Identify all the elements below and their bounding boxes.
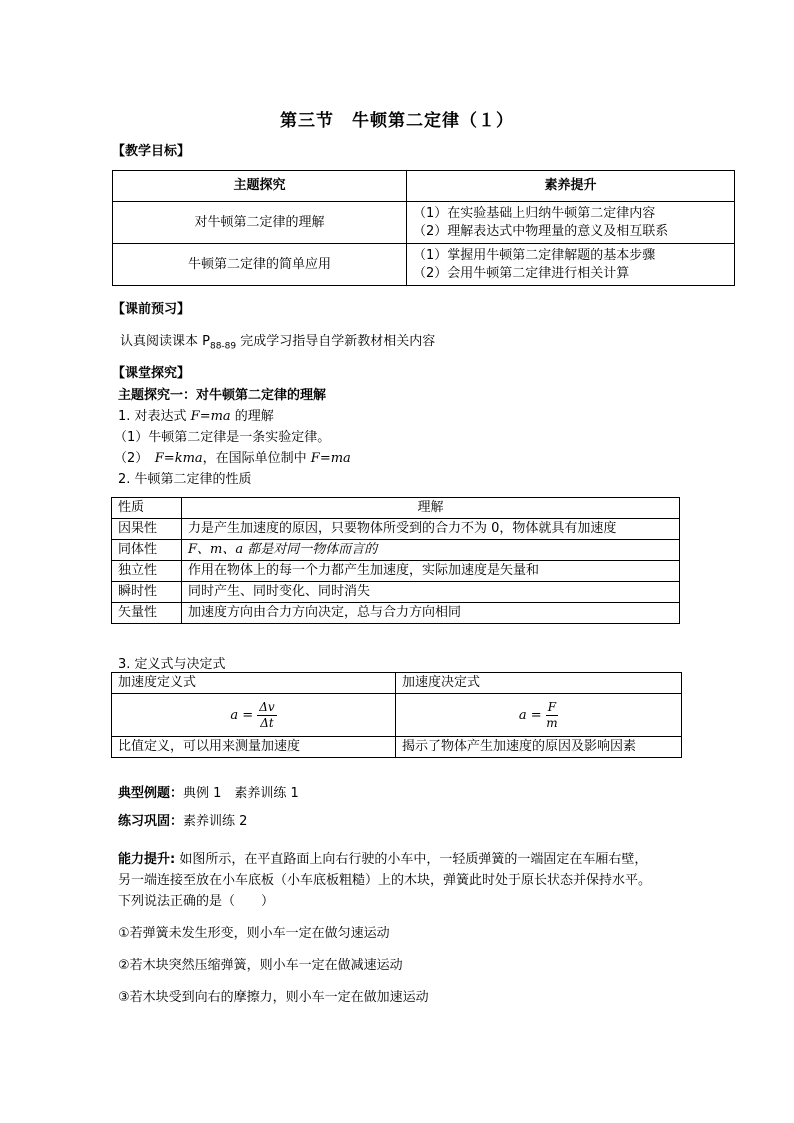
property-table (111, 497, 680, 624)
decision-note: 揭示了物体产生加速度的原因及影响因素 (396, 737, 682, 758)
property-header-meaning: 理解 (182, 498, 680, 519)
property-name: 同体性 (112, 540, 182, 561)
definition-header: 加速度定义式 (112, 673, 396, 694)
goals-item: （2）理解表达式中物理量的意义及相互联系 (413, 223, 669, 239)
item-1-2: （2） F=kma，在国际单位制中 F=ma (114, 451, 351, 466)
goals-header-literacy: 素养提升 (407, 171, 735, 202)
definition-table (111, 672, 682, 758)
preview-text: 认真阅读课本 $P_{88-89}$ 完成学习指导自学新教材相关内容 (120, 334, 436, 352)
item-1: 1. 对表达式 F=ma 的理解 (118, 409, 274, 424)
goals-item: （2）会用牛顿第二定律进行相关计算 (413, 265, 630, 281)
property-name: 独立性 (112, 561, 182, 582)
property-meaning: 力是产生加速度的原因，只要物体所受到的合力不为 0，物体就具有加速度 (182, 519, 680, 540)
goals-items-1 (407, 202, 735, 244)
definition-note: 比值定义，可以用来测量加速度 (112, 737, 396, 758)
property-name: 瞬时性 (112, 582, 182, 603)
option-3: ③若木块受到向右的摩擦力，则小车一定在做加速运动 (118, 990, 429, 1005)
item-2: 2. 牛顿第二定律的性质 (118, 472, 252, 487)
goals-item: （1）在实验基础上归纳牛顿第二定律内容 (413, 205, 656, 221)
page-title: 第三节 牛顿第二定律（１） (280, 111, 514, 131)
option-1: ①若弹簧未发生形变，则小车一定在做匀速运动 (118, 926, 390, 941)
example-line: 典型例题：典例 1 素养训练 1 (118, 786, 299, 801)
preview-heading: 【课前预习】 (112, 302, 191, 317)
goals-topic-2: 牛顿第二定律的简单应用 (113, 244, 407, 286)
topic1-heading: 主题探究一：对牛顿第二定律的理解 (118, 388, 327, 403)
decision-header: 加速度决定式 (396, 673, 682, 694)
goals-table (112, 170, 735, 286)
goals-items-2 (407, 244, 735, 286)
property-meaning: 作用在物体上的每一个力都产生加速度，实际加速度是矢量和 (182, 561, 680, 582)
property-header-name: 性质 (112, 498, 182, 519)
class-heading: 【课堂探究】 (112, 366, 191, 381)
goals-item: （1）掌握用牛顿第二定律解题的基本步骤 (413, 247, 656, 263)
goals-heading: 【教学目标】 (112, 144, 191, 159)
item-3: 3. 定义式与决定式 (118, 657, 226, 672)
ability-line-1: 能力提升: 如图所示，在平直路面上向右行驶的小车中，一轻质弹簧的一端固定在车厢右壁， (118, 852, 648, 867)
property-name: 因果性 (112, 519, 182, 540)
item-1-1: （1）牛顿第二定律是一条实验定律。 (114, 430, 331, 445)
property-meaning: 加速度方向由合力方向决定，总与合力方向相同 (182, 603, 680, 624)
option-2: ②若木块突然压缩弹簧，则小车一定在做减速运动 (118, 958, 403, 973)
ability-line-2: 另一端连接至放在小车底板（小车底板粗糙）上的木块，弹簧此时处于原长状态并保持水平。 (118, 873, 652, 888)
property-meaning: 同时产生、同时变化、同时消失 (182, 582, 680, 603)
definition-formula: a = $\frac{\Delta v}{\Delta t}$ (112, 694, 396, 737)
property-meaning: F、m、a 都是对同一物体而言的 (182, 540, 680, 561)
ability-line-3: 下列说法正确的是（ ） (118, 894, 275, 909)
decision-formula: a = $\frac{F}{m}$ (396, 694, 682, 737)
property-name: 矢量性 (112, 603, 182, 624)
goals-topic-1: 对牛顿第二定律的理解 (113, 202, 407, 244)
practice-line: 练习巩固：素养训练 2 (118, 814, 248, 829)
goals-header-topic: 主题探究 (113, 171, 407, 202)
